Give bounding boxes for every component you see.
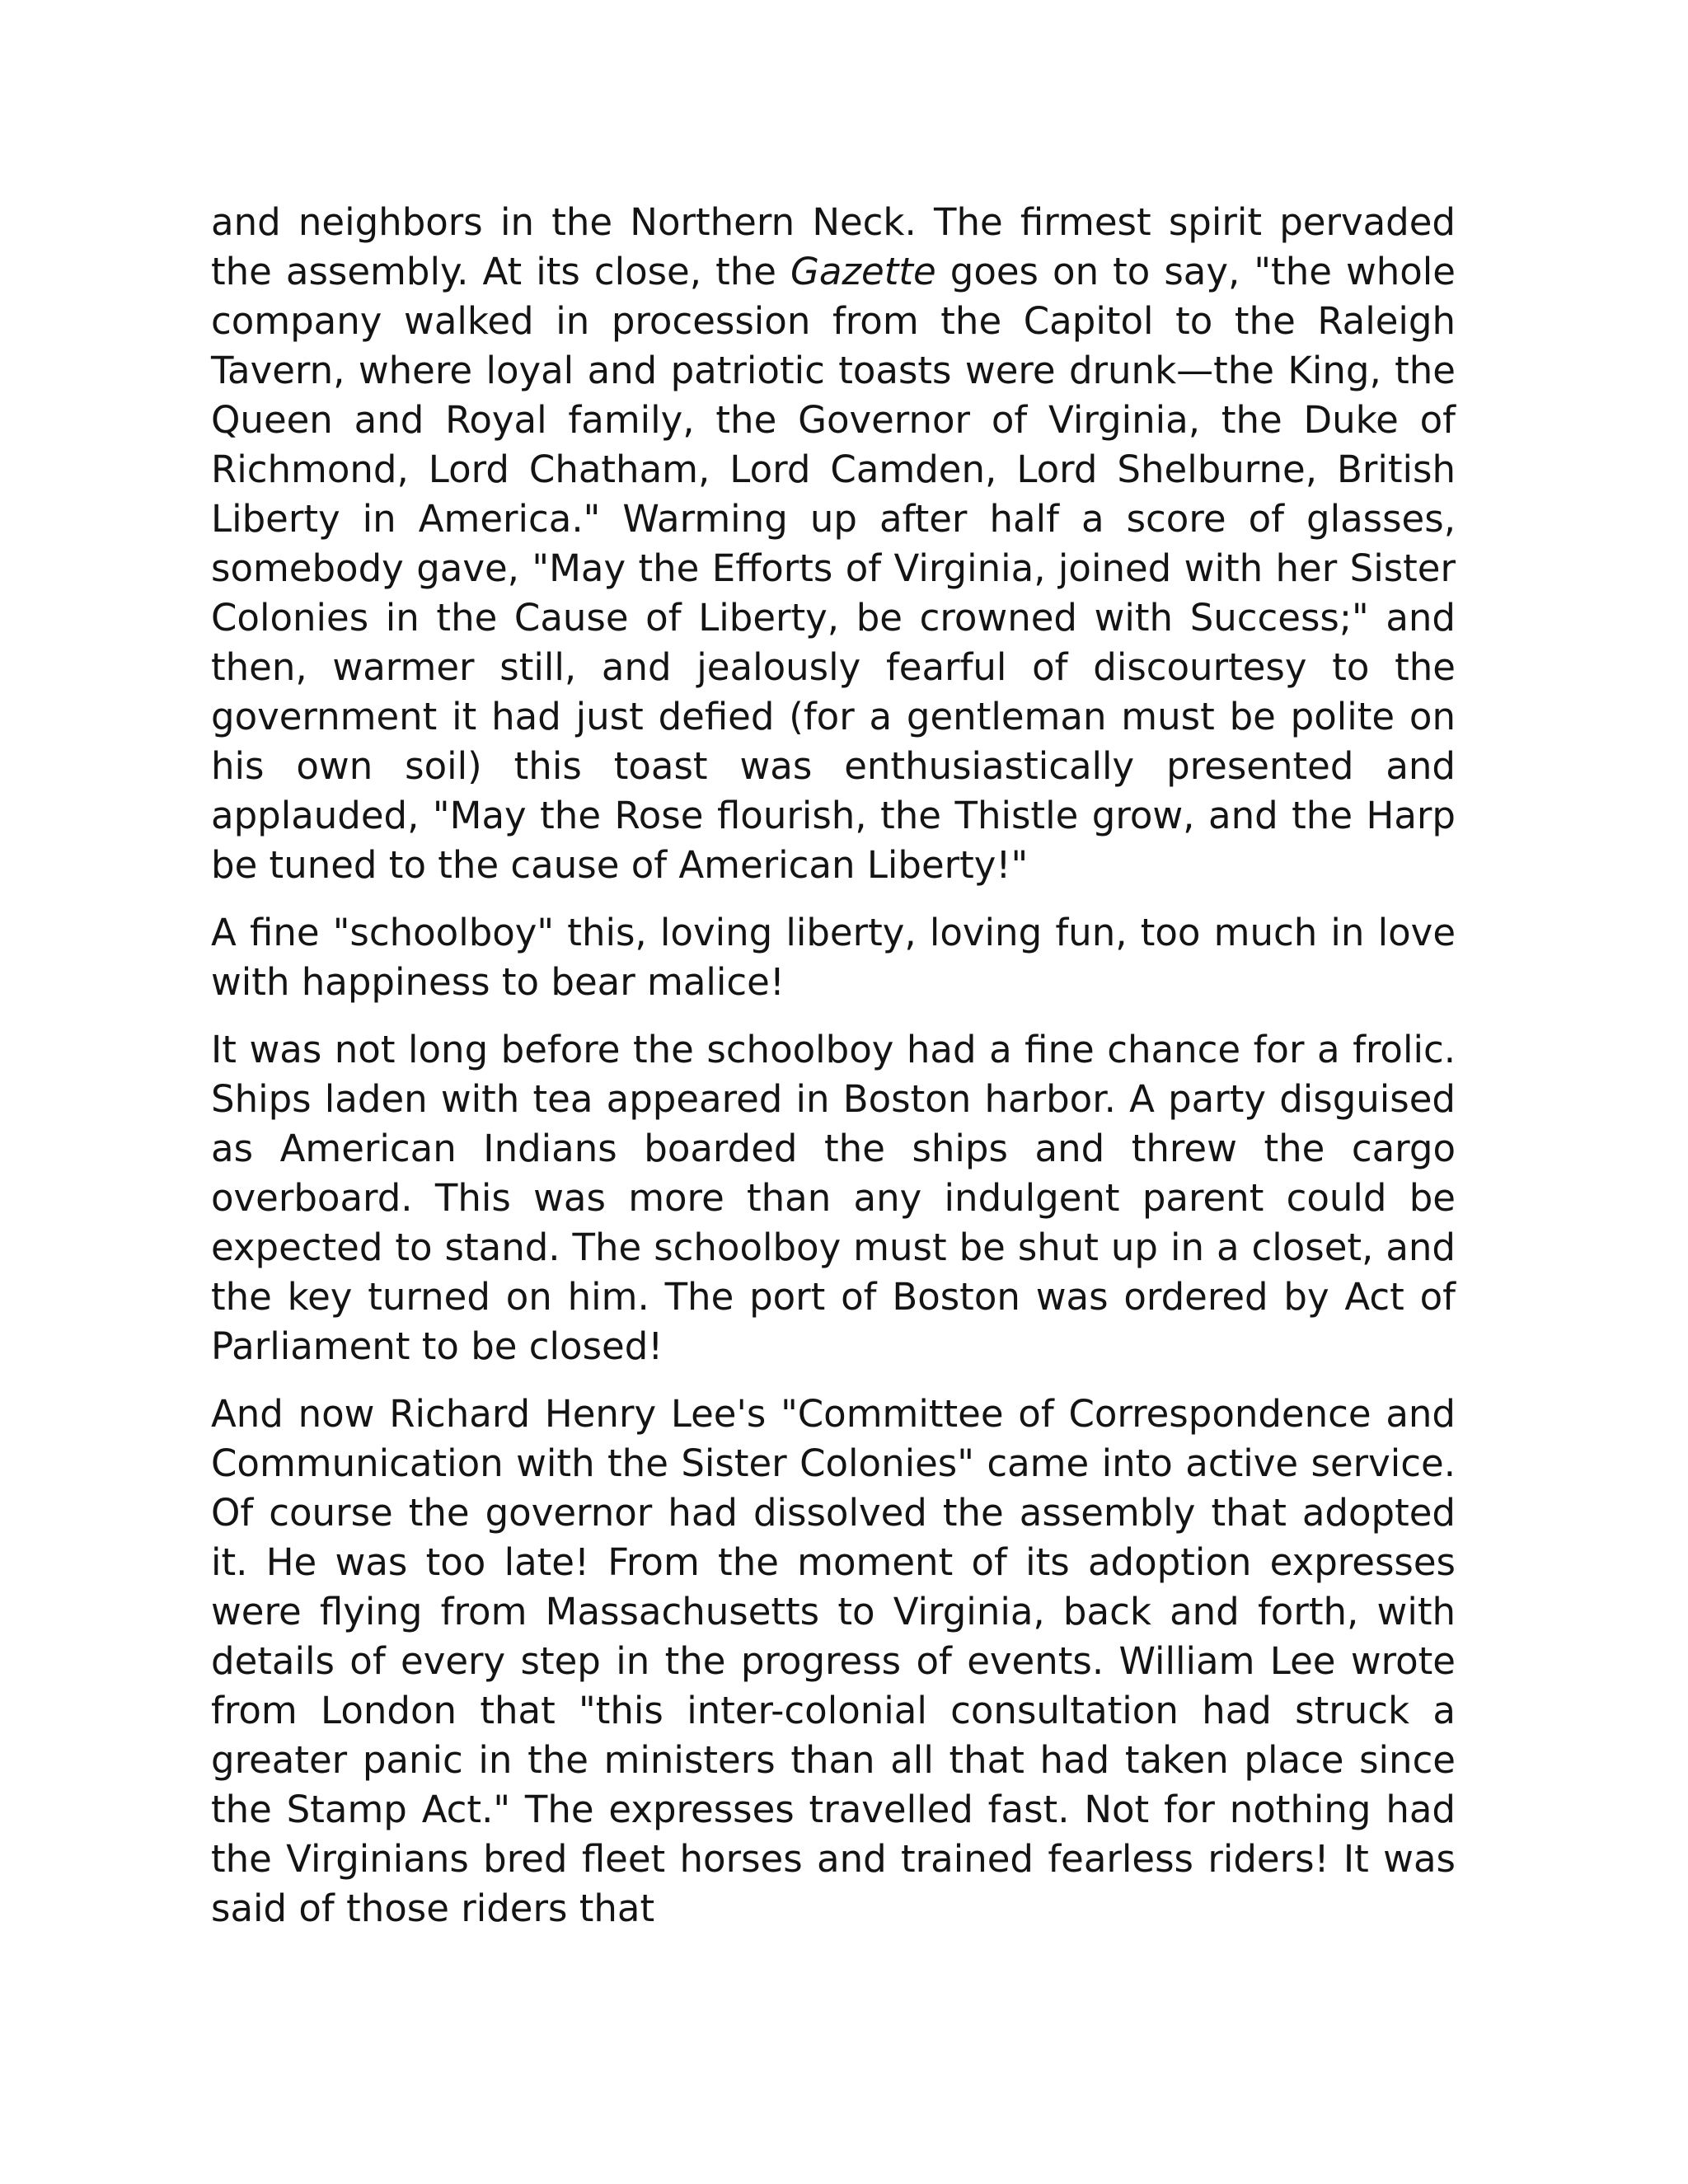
paragraph-3 bbox=[211, 1025, 1456, 1371]
paragraph-4 bbox=[211, 1390, 1456, 1933]
document-page bbox=[211, 198, 1456, 1952]
paragraph-text: And now Richard Henry Lee's "Committee of Correspondence and Communication with the Sister Colonies" came into active service. Of course the governor had dissolved the assembly that adopted it. He was too late! From the moment of its adoption expresses were flying from Massachusetts to Virginia, back and forth, with details of every step in the progress of events. William Lee wrote from London that "this inter-colonial consultation had struck a greater panic in the ministers than all that had taken place since the Stamp Act." The expresses travelled fast. Not for nothing had the Virginians bred fleet horses and trained fearless riders! It was said of those riders that bbox=[211, 1392, 1456, 1930]
paragraph-text: A fine "schoolboy" this, loving liberty, loving fun, too much in love with happiness to bear malice! bbox=[211, 911, 1456, 1004]
paragraph-text: and neighbors in the Northern Neck. The firmest spirit pervaded the assembly. At its close, the bbox=[211, 200, 1456, 293]
paragraph-text: It was not long before the schoolboy had a fine chance for a frolic. Ships laden with tea appeared in Boston harbor. A party disguised as American Indians boarded the ships and threw the cargo overboard. This was more than any indulgent parent could be expected to stand. The schoolboy must be shut up in a closet, and the key turned on him. The port of Boston was ordered by Act of Parliament to be closed! bbox=[211, 1028, 1456, 1368]
paragraph-text: goes on to say, "the whole company walked in procession from the Capitol to the Raleigh Tavern, where loyal and patriotic toasts were drunk—the King, the Queen and Royal family, the Governor of Virginia, the Duke of Richmond, Lord Chatham, Lord Camden, Lord Shelburne, British Liberty in America." Warming up after half a score of glasses, somebody gave, "May the Efforts of Virginia, joined with her Sister Colonies in the Cause of Liberty, be crowned with Success;" and then, warmer still, and jealously fearful of discourtesy to the government it had just defied (for a gentleman must be polite on his own soil) this toast was enthusiastically presented and applauded, "May the Rose flourish, the Thistle grow, and the Harp be tuned to the cause of American Liberty!" bbox=[211, 250, 1456, 887]
paragraph-2 bbox=[211, 908, 1456, 1007]
paragraph-1 bbox=[211, 198, 1456, 890]
gazette-title: Gazette bbox=[790, 250, 936, 293]
